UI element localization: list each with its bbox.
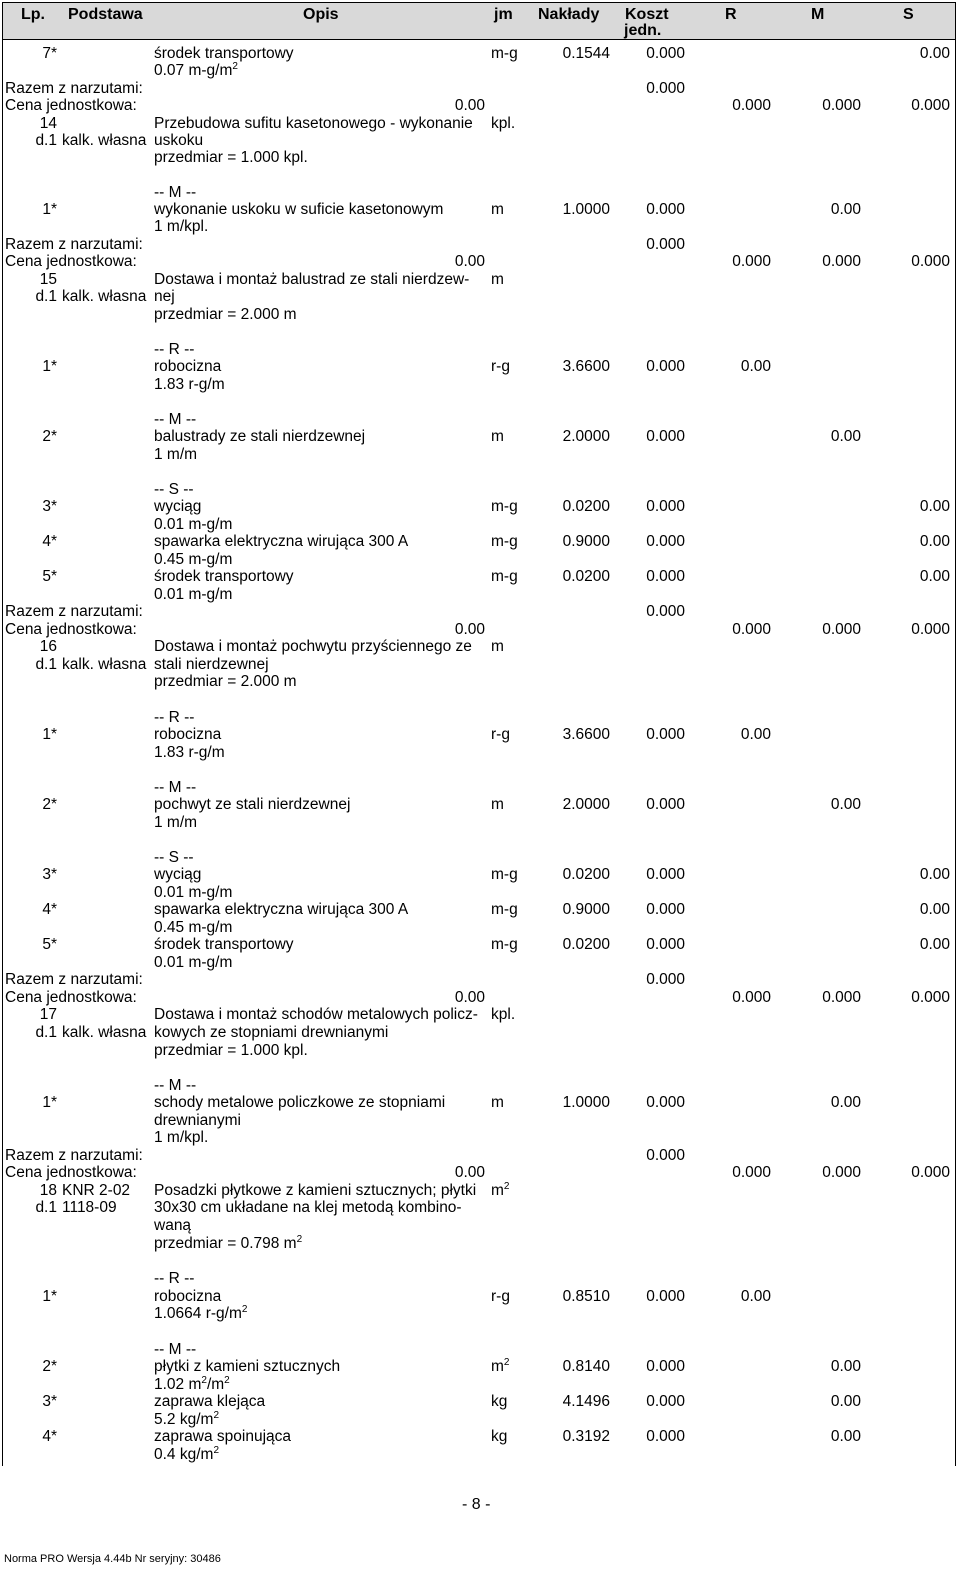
quantity-cell: 3.6600 bbox=[562, 726, 610, 743]
unit-cell: m-g bbox=[491, 498, 518, 515]
quantity-cell: 3.6600 bbox=[562, 358, 610, 375]
equipment-price-total: 0.000 bbox=[911, 989, 950, 1006]
description-cell: Posadzki płytkowe z kamieni sztucznych; płytki bbox=[154, 1182, 477, 1199]
unit-cell: m bbox=[491, 271, 504, 288]
unit-cell: m bbox=[491, 201, 504, 218]
quantity-cell: 0.8510 bbox=[562, 1288, 610, 1305]
description-cell: -- S -- bbox=[154, 481, 194, 498]
equipment-price-total: 0.000 bbox=[911, 621, 950, 638]
description-cell: 1.83 r-g/m bbox=[154, 376, 225, 393]
labor-price-total: 0.000 bbox=[732, 621, 771, 638]
unit-cell: $m^2$ bbox=[491, 1181, 510, 1199]
material-cost-cell: 0.00 bbox=[830, 1094, 861, 1111]
description-cell: 0.45 m-g/m bbox=[154, 551, 233, 568]
table-right-border bbox=[955, 40, 956, 1466]
row-number: 1* bbox=[42, 358, 57, 375]
unit-cost-cell: 0.000 bbox=[646, 866, 685, 883]
header-naklady: Nakłady bbox=[538, 6, 600, 23]
description-cell: przedmiar = 2.000 m bbox=[154, 306, 297, 323]
description-cell: robocizna bbox=[154, 1288, 222, 1305]
table-left-border bbox=[2, 40, 3, 1466]
header-koszt: Koszt bbox=[625, 6, 669, 23]
row-number: 2* bbox=[42, 428, 57, 445]
description-cell: spawarka elektryczna wirująca 300 A bbox=[154, 901, 409, 918]
quantity-cell: 0.3192 bbox=[562, 1428, 610, 1445]
row-number: 1* bbox=[42, 1094, 57, 1111]
description-cell: 0.01 m-g/m bbox=[154, 586, 233, 603]
unit-cell: kpl. bbox=[491, 115, 516, 132]
unit-cell: m-g bbox=[491, 936, 518, 953]
description-cell: uskoku bbox=[154, 132, 204, 149]
material-cost-cell: 0.00 bbox=[830, 1428, 861, 1445]
equipment-cost-cell: 0.00 bbox=[919, 533, 950, 550]
description-cell: zaprawa spoinująca bbox=[154, 1428, 292, 1445]
material-cost-cell: 0.00 bbox=[830, 1393, 861, 1410]
material-price-total: 0.000 bbox=[822, 1164, 861, 1181]
basis-cell: kalk. własna bbox=[62, 656, 147, 673]
description-cell: 0.45 m-g/m bbox=[154, 919, 233, 936]
basis-cell: 1118-09 bbox=[62, 1199, 117, 1216]
description-cell: -- R -- bbox=[154, 709, 195, 726]
description-cell: środek transportowy bbox=[154, 936, 294, 953]
description-cell: przedmiar = 0.798 $m^2$ bbox=[154, 1234, 303, 1252]
description-cell: środek transportowy bbox=[154, 45, 294, 62]
material-cost-cell: 0.00 bbox=[830, 1358, 861, 1375]
row-number: 4* bbox=[42, 533, 57, 550]
row-number: 1* bbox=[42, 726, 57, 743]
unit-cell: m bbox=[491, 638, 504, 655]
unit-cost-cell: 0.000 bbox=[646, 1393, 685, 1410]
row-number: 3* bbox=[42, 866, 57, 883]
unit-price-value: 0.00 bbox=[454, 97, 485, 114]
description-cell: -- M -- bbox=[154, 779, 197, 796]
row-number: d.1 bbox=[35, 132, 57, 149]
page-number: - 8 - bbox=[462, 1496, 491, 1513]
row-number: 5* bbox=[42, 936, 57, 953]
quantity-cell: 0.0200 bbox=[562, 498, 610, 515]
row-number: 4* bbox=[42, 1428, 57, 1445]
description-cell: 0.01 m-g/m bbox=[154, 516, 233, 533]
row-number: 3* bbox=[42, 498, 57, 515]
description-cell: 1 m/kpl. bbox=[154, 1129, 209, 1146]
description-cell: 0.01 m-g/m bbox=[154, 884, 233, 901]
material-cost-cell: 0.00 bbox=[830, 428, 861, 445]
row-number: d.1 bbox=[35, 656, 57, 673]
material-price-total: 0.000 bbox=[822, 253, 861, 270]
description-cell: środek transportowy bbox=[154, 568, 294, 585]
header-m: M bbox=[811, 6, 825, 23]
header-s: S bbox=[903, 6, 914, 23]
header-jedn: jedn. bbox=[624, 22, 662, 39]
equipment-cost-cell: 0.00 bbox=[919, 901, 950, 918]
material-cost-cell: 0.00 bbox=[830, 796, 861, 813]
description-cell: 0.4 $kg/m^2$ bbox=[154, 1445, 220, 1463]
description-cell: 1 m/m bbox=[154, 814, 198, 831]
unit-cost-cell: 0.000 bbox=[646, 971, 685, 988]
quantity-cell: 1.0000 bbox=[562, 1094, 610, 1111]
unit-cost-cell: 0.000 bbox=[646, 726, 685, 743]
equipment-price-total: 0.000 bbox=[911, 97, 950, 114]
description-cell: robocizna bbox=[154, 358, 222, 375]
header-r: R bbox=[725, 6, 737, 23]
material-cost-cell: 0.00 bbox=[830, 201, 861, 218]
description-cell: pochwyt ze stali nierdzewnej bbox=[154, 796, 351, 813]
row-number: 14 bbox=[39, 115, 57, 132]
summary-label: Razem z narzutami: bbox=[5, 1147, 143, 1164]
description-cell: zaprawa klejąca bbox=[154, 1393, 266, 1410]
unit-cost-cell: 0.000 bbox=[646, 1288, 685, 1305]
unit-cost-cell: 0.000 bbox=[646, 236, 685, 253]
description-cell: Dostawa i montaż balustrad ze stali nierdzew- bbox=[154, 271, 470, 288]
unit-cost-cell: 0.000 bbox=[646, 428, 685, 445]
description-cell: 1 m/m bbox=[154, 446, 198, 463]
description-cell: Przebudowa sufitu kasetonowego - wykonanie bbox=[154, 115, 473, 132]
quantity-cell: 4.1496 bbox=[562, 1393, 610, 1410]
quantity-cell: 0.9000 bbox=[562, 901, 610, 918]
unit-cell: m-g bbox=[491, 533, 518, 550]
equipment-cost-cell: 0.00 bbox=[919, 568, 950, 585]
unit-cell: $m^2$ bbox=[491, 1357, 510, 1375]
labor-price-total: 0.000 bbox=[732, 253, 771, 270]
description-cell: płytki z kamieni sztucznych bbox=[154, 1358, 341, 1375]
unit-cell: m-g bbox=[491, 901, 518, 918]
description-cell: waną bbox=[154, 1217, 192, 1234]
header-opis: Opis bbox=[303, 6, 339, 23]
unit-cell: kpl. bbox=[491, 1006, 516, 1023]
unit-cell: r-g bbox=[491, 358, 510, 375]
quantity-cell: 2.0000 bbox=[562, 796, 610, 813]
basis-cell: kalk. własna bbox=[62, 288, 147, 305]
equipment-price-total: 0.000 bbox=[911, 253, 950, 270]
row-number: 5* bbox=[42, 568, 57, 585]
quantity-cell: 0.9000 bbox=[562, 533, 610, 550]
summary-label: Razem z narzutami: bbox=[5, 971, 143, 988]
description-cell: nej bbox=[154, 288, 175, 305]
description-cell: przedmiar = 1.000 kpl. bbox=[154, 149, 308, 166]
unit-cost-cell: 0.000 bbox=[646, 358, 685, 375]
unit-cell: r-g bbox=[491, 1288, 510, 1305]
row-number: 17 bbox=[39, 1006, 57, 1023]
header-jm: jm bbox=[494, 6, 513, 23]
description-cell: drewnianymi bbox=[154, 1112, 242, 1129]
unit-cost-cell: 0.000 bbox=[646, 201, 685, 218]
unit-cost-cell: 0.000 bbox=[646, 533, 685, 550]
quantity-cell: 2.0000 bbox=[562, 428, 610, 445]
row-number: 18 bbox=[39, 1182, 57, 1199]
row-number: 16 bbox=[39, 638, 57, 655]
unit-cell: m-g bbox=[491, 45, 518, 62]
row-number: 4* bbox=[42, 901, 57, 918]
quantity-cell: 0.0200 bbox=[562, 866, 610, 883]
unit-cost-cell: 0.000 bbox=[646, 603, 685, 620]
summary-label: Razem z narzutami: bbox=[5, 236, 143, 253]
description-cell: -- M -- bbox=[154, 1341, 197, 1358]
unit-cell: m bbox=[491, 428, 504, 445]
unit-price-value: 0.00 bbox=[454, 253, 485, 270]
material-price-total: 0.000 bbox=[822, 989, 861, 1006]
unit-cell: r-g bbox=[491, 726, 510, 743]
description-cell: 1.02 $m^2/m^2$ bbox=[154, 1375, 230, 1393]
description-cell: Dostawa i montaż pochwytu przyściennego ze bbox=[154, 638, 472, 655]
equipment-cost-cell: 0.00 bbox=[919, 45, 950, 62]
unit-price-value: 0.00 bbox=[454, 989, 485, 1006]
unit-cost-cell: 0.000 bbox=[646, 498, 685, 515]
summary-label: Razem z narzutami: bbox=[5, 603, 143, 620]
unit-cost-cell: 0.000 bbox=[646, 1094, 685, 1111]
unit-price-value: 0.00 bbox=[454, 621, 485, 638]
description-cell: 5.2 $kg/m^2$ bbox=[154, 1410, 220, 1428]
unit-cost-cell: 0.000 bbox=[646, 80, 685, 97]
labor-cost-cell: 0.00 bbox=[740, 726, 771, 743]
description-cell: 1 m/kpl. bbox=[154, 218, 209, 235]
quantity-cell: 0.8140 bbox=[562, 1358, 610, 1375]
equipment-cost-cell: 0.00 bbox=[919, 936, 950, 953]
row-number: d.1 bbox=[35, 1199, 57, 1216]
description-cell: 30x30 cm układane na klej metodą kombino- bbox=[154, 1199, 462, 1216]
basis-cell: kalk. własna bbox=[62, 1024, 147, 1041]
description-cell: -- R -- bbox=[154, 1270, 195, 1287]
equipment-cost-cell: 0.00 bbox=[919, 498, 950, 515]
unit-cell: m bbox=[491, 1094, 504, 1111]
summary-label: Razem z narzutami: bbox=[5, 80, 143, 97]
description-cell: 1.83 r-g/m bbox=[154, 744, 225, 761]
software-footer: Norma PRO Wersja 4.44b Nr seryjny: 30486 bbox=[4, 1553, 221, 1565]
description-cell: -- R -- bbox=[154, 341, 195, 358]
description-cell: spawarka elektryczna wirująca 300 A bbox=[154, 533, 409, 550]
description-cell: schody metalowe policzkowe ze stopniami bbox=[154, 1094, 446, 1111]
description-cell: -- M -- bbox=[154, 1077, 197, 1094]
labor-cost-cell: 0.00 bbox=[740, 1288, 771, 1305]
labor-price-total: 0.000 bbox=[732, 97, 771, 114]
description-cell: -- M -- bbox=[154, 184, 197, 201]
quantity-cell: 1.0000 bbox=[562, 201, 610, 218]
unit-cost-cell: 0.000 bbox=[646, 901, 685, 918]
description-cell: 0.07 $m-g/m^2$ bbox=[154, 61, 238, 79]
summary-label: Cena jednostkowa: bbox=[5, 989, 137, 1006]
material-price-total: 0.000 bbox=[822, 621, 861, 638]
row-number: 3* bbox=[42, 1393, 57, 1410]
description-cell: kowych ze stopniami drewnianymi bbox=[154, 1024, 389, 1041]
description-cell: stali nierdzewnej bbox=[154, 656, 269, 673]
description-cell: wyciąg bbox=[154, 866, 202, 883]
description-cell: przedmiar = 2.000 m bbox=[154, 673, 297, 690]
description-cell: 0.01 m-g/m bbox=[154, 954, 233, 971]
equipment-price-total: 0.000 bbox=[911, 1164, 950, 1181]
row-number: 15 bbox=[39, 271, 57, 288]
row-number: 2* bbox=[42, 796, 57, 813]
unit-cell: kg bbox=[491, 1393, 508, 1410]
description-cell: przedmiar = 1.000 kpl. bbox=[154, 1042, 308, 1059]
material-price-total: 0.000 bbox=[822, 97, 861, 114]
equipment-cost-cell: 0.00 bbox=[919, 866, 950, 883]
description-cell: 1.0664 $r-g/m^2$ bbox=[154, 1304, 248, 1322]
unit-cost-cell: 0.000 bbox=[646, 1428, 685, 1445]
unit-price-value: 0.00 bbox=[454, 1164, 485, 1181]
row-number: d.1 bbox=[35, 1024, 57, 1041]
summary-label: Cena jednostkowa: bbox=[5, 1164, 137, 1181]
unit-cost-cell: 0.000 bbox=[646, 1147, 685, 1164]
description-cell: Dostawa i montaż schodów metalowych policz- bbox=[154, 1006, 478, 1023]
unit-cost-cell: 0.000 bbox=[646, 936, 685, 953]
unit-cost-cell: 0.000 bbox=[646, 568, 685, 585]
quantity-cell: 0.0200 bbox=[562, 936, 610, 953]
description-cell: balustrady ze stali nierdzewnej bbox=[154, 428, 366, 445]
description-cell: -- S -- bbox=[154, 849, 194, 866]
basis-cell: kalk. własna bbox=[62, 132, 147, 149]
labor-price-total: 0.000 bbox=[732, 1164, 771, 1181]
header-podstawa: Podstawa bbox=[68, 6, 143, 23]
description-cell: wykonanie uskoku w suficie kasetonowym bbox=[154, 201, 444, 218]
description-cell: -- M -- bbox=[154, 411, 197, 428]
description-cell: wyciąg bbox=[154, 498, 202, 515]
row-number: 1* bbox=[42, 1288, 57, 1305]
description-cell: robocizna bbox=[154, 726, 222, 743]
table-header bbox=[2, 2, 956, 40]
unit-cell: m-g bbox=[491, 568, 518, 585]
labor-price-total: 0.000 bbox=[732, 989, 771, 1006]
summary-label: Cena jednostkowa: bbox=[5, 97, 137, 114]
unit-cost-cell: 0.000 bbox=[646, 45, 685, 62]
row-number: 7* bbox=[42, 45, 57, 62]
unit-cost-cell: 0.000 bbox=[646, 796, 685, 813]
unit-cell: kg bbox=[491, 1428, 508, 1445]
unit-cell: m-g bbox=[491, 866, 518, 883]
header-lp: Lp. bbox=[21, 6, 45, 23]
unit-cost-cell: 0.000 bbox=[646, 1358, 685, 1375]
quantity-cell: 0.0200 bbox=[562, 568, 610, 585]
row-number: 2* bbox=[42, 1358, 57, 1375]
row-number: 1* bbox=[42, 201, 57, 218]
summary-label: Cena jednostkowa: bbox=[5, 253, 137, 270]
basis-cell: KNR 2-02 bbox=[62, 1182, 131, 1199]
summary-label: Cena jednostkowa: bbox=[5, 621, 137, 638]
quantity-cell: 0.1544 bbox=[562, 45, 610, 62]
row-number: d.1 bbox=[35, 288, 57, 305]
unit-cell: m bbox=[491, 796, 504, 813]
labor-cost-cell: 0.00 bbox=[740, 358, 771, 375]
